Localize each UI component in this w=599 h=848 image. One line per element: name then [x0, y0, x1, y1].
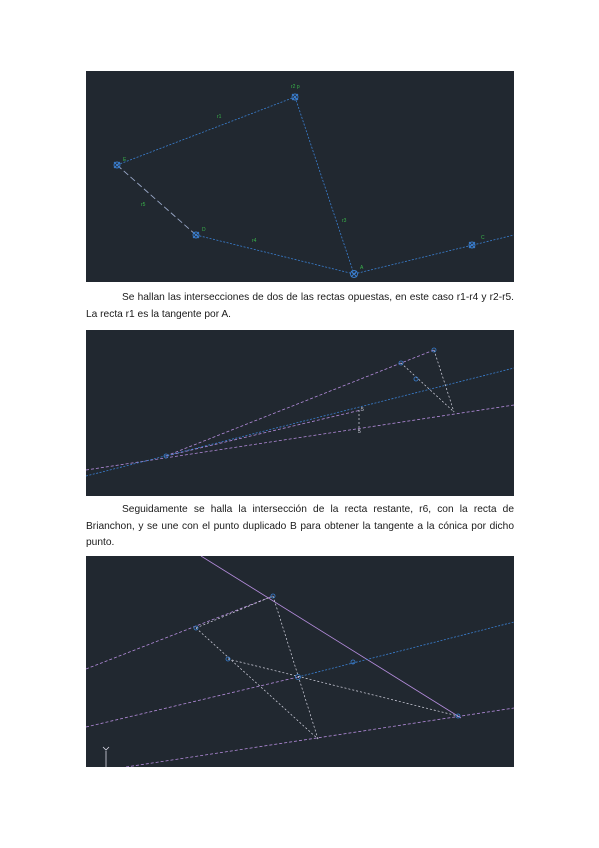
label-pt-lower: D [202, 227, 206, 233]
label-r3: r3 [342, 218, 347, 224]
line-r3 [295, 97, 354, 274]
line-r5 [117, 165, 196, 235]
label-r5: r5 [141, 202, 146, 208]
label-pt-left: E [123, 157, 127, 163]
label-r4: r4 [252, 238, 257, 244]
marker-mid [414, 377, 418, 381]
line-white-left [434, 350, 454, 412]
figure-2-drawing [86, 330, 514, 496]
label-r1: r1 [217, 114, 222, 120]
line-blue [298, 622, 514, 677]
line-purple-diagonal [201, 556, 461, 718]
line-purple-mid [86, 677, 298, 727]
line-white-1 [196, 628, 318, 739]
line-r1 [117, 97, 295, 165]
line-purple-mid [166, 410, 361, 456]
line-white-2 [273, 596, 318, 739]
line-white-3 [228, 659, 458, 716]
line-r2-right [354, 235, 514, 274]
line-purple-upper [166, 350, 434, 456]
label-a: 5 [361, 407, 364, 413]
label-top-point: r2 p [291, 84, 300, 90]
line-blue [86, 368, 514, 476]
line-white-right [401, 363, 454, 412]
line-r4 [196, 235, 354, 274]
paragraph-1: Se hallan las intersecciones de dos de las rectas opuestas, en este caso r1-r4 y r2-r5. La recta r1 es la tangente por A. [86, 292, 514, 320]
label-b: 5 [358, 429, 361, 435]
line-white-4 [196, 596, 273, 628]
point-top-marker [292, 94, 298, 100]
line-purple-lower [86, 405, 514, 470]
cad-figure-3 [86, 556, 514, 767]
label-pt-right: C [481, 235, 485, 241]
point-lower-marker [193, 232, 199, 238]
cad-figure-1 [86, 71, 514, 282]
figure-3-drawing [86, 556, 514, 767]
ucs-arrow [103, 747, 109, 750]
line-purple-upper [86, 596, 273, 669]
paragraph-2: Seguidamente se halla la intersección de la recta restante, r6, con la recta de Brianchon, y se une con el punto duplicado B para obtener la tangente a la cónica por dicho punto. [86, 504, 514, 548]
figure-1-drawing [86, 71, 514, 282]
cad-figure-2 [86, 330, 514, 496]
label-pt-bottom: A [360, 265, 364, 271]
point-left-marker [114, 162, 120, 168]
point-bottom-marker [351, 271, 358, 278]
